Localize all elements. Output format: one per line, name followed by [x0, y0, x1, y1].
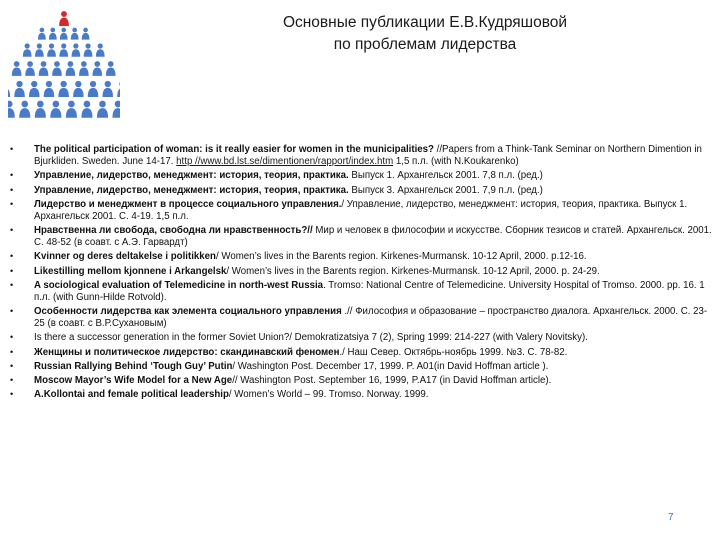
- crowd-figure: [8, 81, 10, 97]
- title-line-1: Основные публикации Е.В.Кудряшовой: [282, 14, 568, 31]
- crowd-figure: [72, 43, 81, 56]
- publication-item: [14, 170, 714, 182]
- publication-details: // Washington Post. September 16, 1999, P.A17 (in David Hoffman article).: [232, 375, 552, 387]
- publication-title: Нравственна ли свобода, свободна ли нравственность?//: [34, 225, 313, 236]
- publication-title: Управление, лидерство, менеджмент: история, теория, практика.: [34, 184, 349, 196]
- publication-item: [14, 199, 714, 223]
- crowd-figure: [92, 61, 102, 76]
- crowd-figure: [66, 101, 77, 118]
- publication-details: Выпуск 1. Архангельск 2001. 7,8 п.л. (ред.): [348, 170, 543, 182]
- page-number: 7: [668, 512, 674, 523]
- publication-details: / Women’s lives in the Barents region. Kirkenes-Murmansk. 10-12 April, 2000. p. 24-29.: [226, 265, 600, 277]
- crowd-figure: [39, 61, 49, 76]
- crowd-figure: [66, 61, 76, 76]
- leadership-crowd-logo: [8, 2, 120, 120]
- publication-item: [14, 389, 714, 401]
- crowd-figure: [50, 101, 61, 118]
- publication-item: [14, 306, 714, 330]
- crowd-figure: [44, 81, 55, 97]
- publication-item: [14, 280, 714, 304]
- crowd-figure: [23, 43, 32, 56]
- publication-title: Лидерство и менеджмент в процессе социального управления.: [34, 198, 342, 210]
- publication-details: //Papers from a Think-Tank Seminar on Northern Dimention in Bjurkliden. Sweden. June 14-17.: [34, 144, 702, 167]
- crowd-figure: [60, 28, 68, 40]
- publication-details: / Washington Post. December 17, 1999. P. A01(in David Hoffman article ).: [232, 360, 549, 372]
- crowd-figure: [117, 81, 120, 97]
- publication-details: / Women’s World – 99. Tromso. Norway. 1999.: [228, 389, 429, 401]
- publication-title: Особенности лидерства как элемента социального управления: [34, 306, 342, 317]
- publication-details: / Women’s lives in the Barents region. Kirkenes-Murmansk. 10-12 April, 2000. p.12-16.: [215, 251, 587, 263]
- publication-title: Женщины и политическое лидерство: скандинавский феномен: [34, 346, 340, 358]
- publication-item: [14, 225, 714, 249]
- crowd-figure: [103, 81, 114, 97]
- publication-item: [14, 266, 714, 278]
- publication-title: Moscow Mayor’s Wife Model for a New Age: [34, 375, 233, 387]
- publication-title: Russian Rallying Behind ‘Tough Guy’ Putin: [34, 360, 233, 372]
- crowd-figure: [81, 101, 92, 118]
- publication-title: Likestilling mellom kjonnene i Arkangelsk: [34, 265, 227, 277]
- crowd-figure: [35, 101, 46, 118]
- publication-item: [14, 144, 714, 168]
- crowd-figure: [84, 43, 93, 56]
- crowd-figure: [106, 61, 116, 76]
- publication-details: . Tromso: National Centre of Telemedicine. University Hospital of Tromso. 2000. pp. 16. 1 п.л. (with Gunn-Hilde Rotvold).: [34, 279, 705, 303]
- crowd-figure: [79, 61, 89, 76]
- publication-title: A sociological evaluation of Telemedicine in north-west Russia: [34, 279, 324, 291]
- leader-figure: [59, 11, 69, 26]
- crowd-figure: [88, 81, 99, 97]
- publication-title: Управление, лидерство, менеджмент: история, теория, практика.: [34, 170, 349, 182]
- publication-details: ./ Наш Север. Октябрь-ноябрь 1999. №3. С. 78-82.: [339, 346, 568, 358]
- publication-details: Is there a successor generation in the former Soviet Union?/ Demokratizatsiya 7 (2), Spring 1999: 214-227 (with Valery Novitsky).: [34, 332, 588, 344]
- crowd-figure: [71, 28, 79, 40]
- publication-item: [14, 185, 714, 197]
- publication-item: [14, 332, 714, 344]
- publication-item: [14, 375, 714, 387]
- publication-title: A.Kollontai and female political leadership: [34, 389, 229, 401]
- publication-details: .// Философия и образование – пространство диалога. Архангельск. 2000. С. 23-25 (в соавт. с В.Р.Сухановым): [34, 306, 708, 329]
- crowd-figure: [38, 28, 46, 40]
- page-title: [230, 12, 620, 56]
- crowd-figure: [12, 61, 22, 76]
- publication-details-tail: 1,5 п.л. (with N.Koukarenko): [393, 155, 519, 167]
- crowd-figure: [96, 43, 105, 56]
- publication-title: The political participation of woman: is it really easier for women in the municipalities?: [34, 144, 434, 155]
- publication-link[interactable]: http //www.bd.lst.se/dimentionen/rapport/index.htm: [176, 155, 394, 167]
- crowd-figure: [49, 28, 57, 40]
- publication-item: [14, 361, 714, 373]
- crowd-figure: [25, 61, 35, 76]
- crowd-figure: [47, 43, 56, 56]
- crowd-figure: [52, 61, 62, 76]
- crowd-figure: [8, 101, 15, 118]
- crowd-figure: [19, 101, 30, 118]
- crowd-figure: [82, 28, 90, 40]
- title-line-2: по проблемам лидерства: [333, 36, 517, 53]
- crowd-figure: [35, 43, 44, 56]
- crowd-figure: [97, 101, 108, 118]
- crowd-figure: [59, 43, 68, 56]
- publication-details: / Управление, лидерство, менеджмент: история, теория, практика. Выпуск 1. Архангельск 2001. С. 4-19. 1,5 п.л.: [34, 198, 688, 222]
- publication-list: [14, 144, 714, 404]
- crowd-figure: [29, 81, 40, 97]
- crowd-figure: [14, 81, 24, 97]
- publication-details: Мир и человек в философии и искусстве. Сборник тезисов и статей. Архангельск. 2001. С. 48-52 (в соавт. с А.Э. Гарвардт): [34, 225, 712, 248]
- publication-title: Kvinner og deres deltakelse i politikken: [34, 251, 216, 263]
- publication-item: [14, 251, 714, 263]
- crowd-figure: [112, 101, 120, 118]
- publication-details: Выпуск 3. Архангельск 2001. 7,9 п.л. (ред.): [348, 184, 543, 196]
- publication-item: [14, 347, 714, 359]
- crowd-figure: [73, 81, 84, 97]
- crowd-figure: [58, 81, 69, 97]
